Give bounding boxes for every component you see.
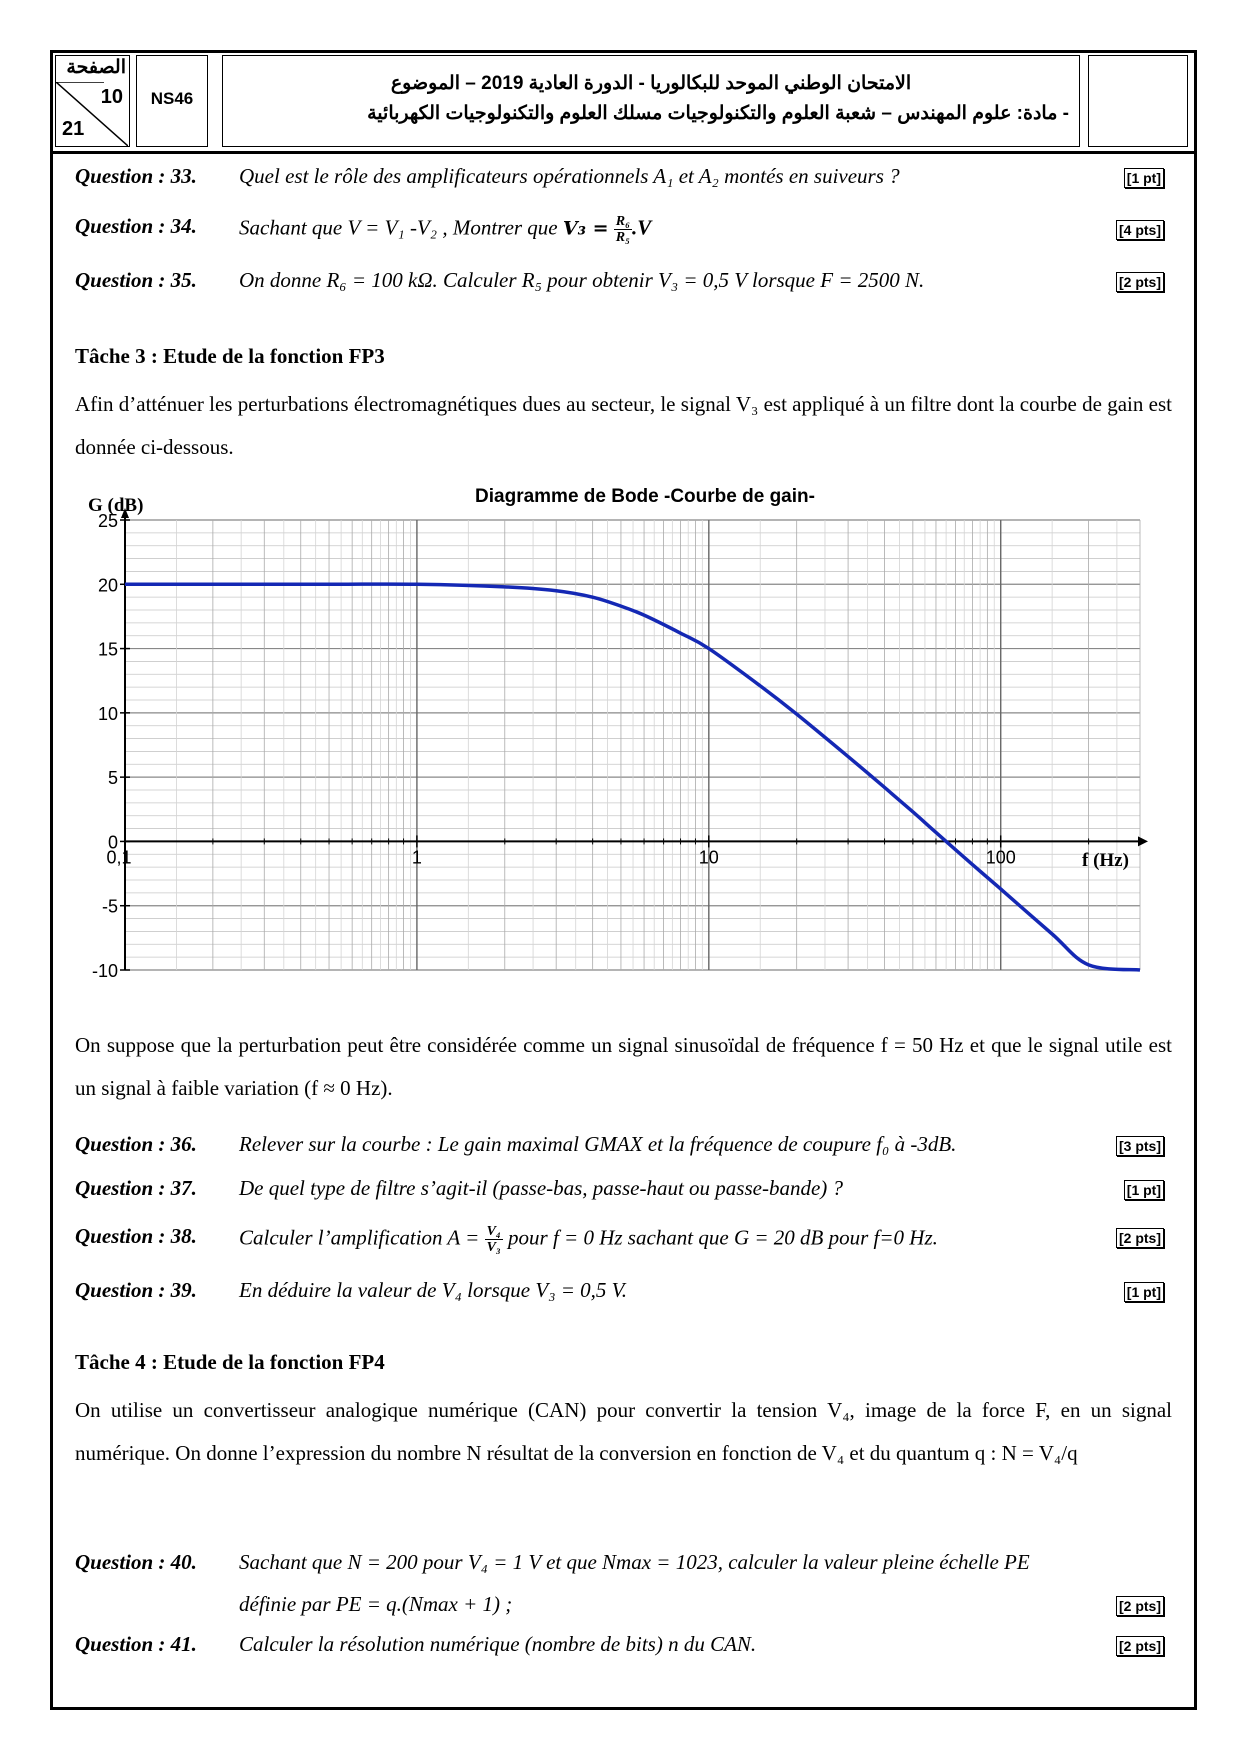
question-text: En déduire la valeur de V₄ lorsque V₃ = 0,5 V. [239,1278,628,1302]
points-badge: [2 pts] [1116,1596,1164,1616]
y-tick-label: 25 [97,511,118,531]
question-text: De quel type de filtre s’agit-il (passe-bas, passe-haut ou passe-bande) ? [239,1176,844,1200]
fraction-denominator: V₃ [486,1240,501,1255]
y-tick-label: 15 [97,639,118,660]
x-tick-label: 100 [985,847,1016,868]
fraction [485,1224,503,1255]
task4-intro: On utilise un convertisseur analogique numérique (CAN) pour convertir la tension V₄, image de la force F, en un signal numérique. On donne l’expression du nombre N résultat de la conversion en fonction de V₄ et du quantum q : N = V₄/q [75,1398,1172,1465]
page-number: 10 [100,86,123,108]
chart-grid [125,520,1140,970]
perturbation-paragraph: On suppose que la perturbation peut être considérée comme un signal sinusoïdal de fréquence f = 50 Hz et que le signal utile est un signal à faible variation (f ≈ 0 Hz). [75,1033,1172,1100]
exam-code: NS46 [150,89,194,108]
question-label: Question : 39. [75,1278,197,1302]
fraction [614,214,632,245]
question-text-line2: définie par PE = q.(Nmax + 1) ; [239,1592,513,1616]
exam-code-box [136,55,208,147]
points-badge: [2 pts] [1116,1636,1164,1656]
y-axis-label: G (dB) [88,495,144,516]
question-text: Sachant que V = V₁ -V₂ , Montrer que [239,215,563,240]
points-badge: [1 pt] [1124,1282,1164,1302]
page-label: الصفحة [66,57,126,78]
task4-title: Tâche 4 : Etude de la fonction FP4 [75,1350,385,1374]
question-label: Question : 41. [75,1632,197,1656]
chart-ticks [92,511,1140,981]
formula-variable: V₃ = [562,217,609,240]
y-tick-label: 10 [97,703,118,724]
question-text: On donne R₆ = 100 kΩ. Calculer R₅ pour obtenir V₃ = 0,5 V lorsque F = 2500 N. [239,268,925,292]
page-total: 21 [62,118,85,140]
empty-header-box [1088,55,1188,147]
task3-title: Tâche 3 : Etude de la fonction FP3 [75,344,385,368]
exam-title-line2: - مادة: علوم المهندس – شعبة العلوم والتكنولوجيات مسلك العلوم والتكنولوجيات الكهربائية [367,103,1069,124]
question-text: Calculer l’amplification A = [239,1225,480,1250]
question-label: Question : 34. [75,214,197,238]
question-text: Sachant que N = 200 pour V₄ = 1 V et que Nmax = 1023, calculer la valeur pleine échelle PE [239,1550,1030,1574]
y-tick-label: -10 [91,961,118,981]
question-text-continued: pour f = 0 Hz sachant que G = 20 dB pour f=0 Hz. [502,1225,938,1250]
y-tick-label: 5 [107,768,118,789]
bode-gain-chart [0,480,1241,1000]
y-tick-label: -5 [101,896,118,917]
chart-title: Diagramme de Bode -Courbe de gain- [475,486,815,507]
fraction-numerator: V₄ [486,1224,501,1239]
question-label: Question : 37. [75,1176,197,1200]
x-tick-label: 1 [411,847,422,868]
points-badge: [2 pts] [1116,272,1164,292]
x-tick-label: 0,1 [106,847,132,868]
x-axis-label: f (Hz) [1082,850,1129,871]
question-label: Question : 33. [75,164,197,188]
page-number-box [55,55,130,147]
fraction-numerator: R₆ [615,214,630,229]
question-text: Relever sur la courbe : Le gain maximal GMAX et la fréquence de coupure f₀ à -3dB. [239,1132,957,1156]
points-badge: [4 pts] [1116,220,1164,240]
exam-title-box [222,55,1080,147]
question-label: Question : 35. [75,268,197,292]
y-tick-label: 0 [107,832,118,853]
question-text: Quel est le rôle des amplificateurs opérationnels A₁ et A₂ montés en suiveurs ? [239,164,900,188]
question-label: Question : 38. [75,1224,197,1248]
fraction-denominator: R₅ [615,230,630,245]
exam-header [50,50,1197,154]
x-tick-label: 10 [698,847,719,868]
exam-title-line1: الامتحان الوطني الموحد للبكالوريا - الدورة العادية 2019 – الموضوع [390,73,912,94]
task3-intro: Afin d’atténuer les perturbations électromagnétiques dues au secteur, le signal V₃ est appliqué à un filtre dont la courbe de gain est donnée ci-dessous. [75,392,1172,459]
points-badge: [2 pts] [1116,1228,1164,1248]
page-divider-icon [56,82,128,146]
question-label: Question : 36. [75,1132,197,1156]
y-tick-label: 20 [97,575,118,596]
formula-suffix: .V [631,215,652,240]
points-badge: [1 pt] [1124,168,1164,188]
question-text: Calculer la résolution numérique (nombre de bits) n du CAN. [239,1632,757,1656]
points-badge: [1 pt] [1124,1180,1164,1200]
points-badge: [3 pts] [1116,1136,1164,1156]
question-label: Question : 40. [75,1550,197,1574]
